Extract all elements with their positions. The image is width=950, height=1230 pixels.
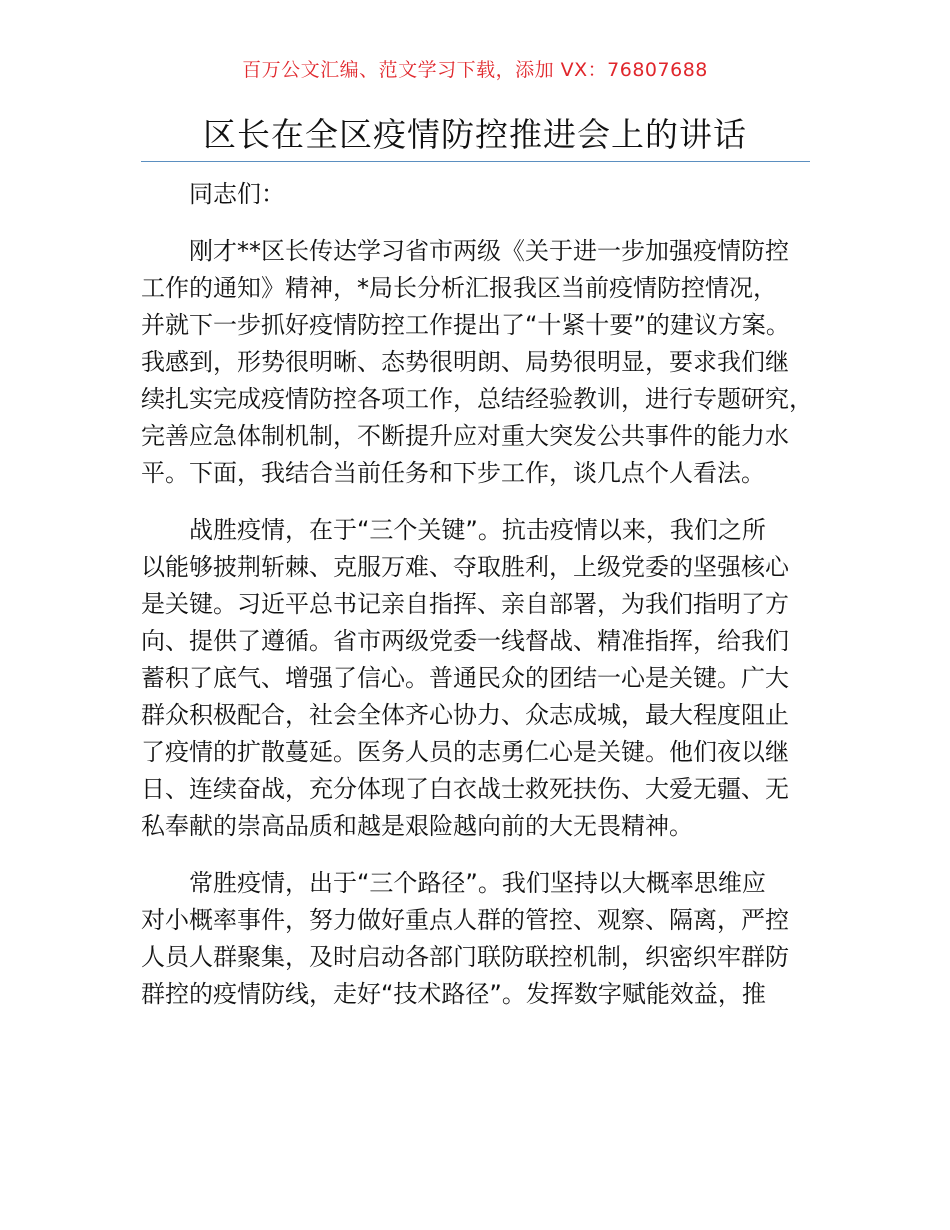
paragraph-line: 以能够披荆斩棘、克服万难、夺取胜利，上级党委的坚强核心	[141, 553, 789, 581]
document-body	[141, 176, 821, 1013]
paragraph-1	[141, 233, 821, 492]
greeting: 同志们：	[189, 180, 285, 208]
paragraph-line: 群控的疫情防线，走好“技术路径”。发挥数字赋能效益，推	[141, 980, 766, 1008]
paragraph-2	[141, 512, 821, 845]
paragraph-line: 日、连续奋战，充分体现了白衣战士救死扶伤、大爱无疆、无	[141, 775, 789, 803]
paragraph-line: 人员人群聚集，及时启动各部门联防联控机制，织密织牢群防	[141, 943, 789, 971]
paragraph-line: 是关键。习近平总书记亲自指挥、亲自部署，为我们指明了方	[141, 590, 789, 618]
paragraph-line: 平。下面，我结合当前任务和下步工作，谈几点个人看法。	[141, 459, 765, 487]
paragraph-line: 向、提供了遵循。省市两级党委一线督战、精准指挥，给我们	[141, 627, 789, 655]
paragraph-line: 并就下一步抓好疫情防控工作提出了“十紧十要”的建议方案。	[141, 311, 790, 339]
paragraph-line: 我感到，形势很明晰、态势很明朗、局势很明显，要求我们继	[141, 348, 789, 376]
paragraph-line: 对小概率事件，努力做好重点人群的管控、观察、隔离，严控	[141, 906, 789, 934]
paragraph-line: 群众积极配合，社会全体齐心协力、众志成城，最大程度阻止	[141, 701, 789, 729]
paragraph-line: 常胜疫情，出于“三个路径”。我们坚持以大概率思维应	[189, 869, 766, 897]
paragraph-line: 完善应急体制机制，不断提升应对重大突发公共事件的能力水	[141, 422, 789, 450]
paragraph-3	[141, 865, 821, 1013]
paragraph-line: 蓄积了底气、增强了信心。普通民众的团结一心是关键。广大	[141, 664, 789, 692]
paragraph-line: 战胜疫情，在于“三个关键”。抗击疫情以来，我们之所	[189, 516, 766, 544]
paragraph-line: 了疫情的扩散蔓延。医务人员的志勇仁心是关键。他们夜以继	[141, 738, 789, 766]
paragraph-line: 续扎实完成疫情防控各项工作，总结经验教训，进行专题研究，	[141, 385, 813, 413]
paragraph-line: 工作的通知》精神，*局长分析汇报我区当前疫情防控情况，	[141, 274, 777, 302]
title-divider	[141, 161, 810, 162]
header-banner: 百万公文汇编、范文学习下载，添加 VX：76807688	[242, 59, 708, 81]
paragraph-line: 刚才**区长传达学习省市两级《关于进一步加强疫情防控	[189, 237, 789, 265]
document-title: 区长在全区疫情防控推进会上的讲话	[203, 115, 747, 154]
paragraph-line: 私奉献的崇高品质和越是艰险越向前的大无畏精神。	[141, 812, 693, 840]
